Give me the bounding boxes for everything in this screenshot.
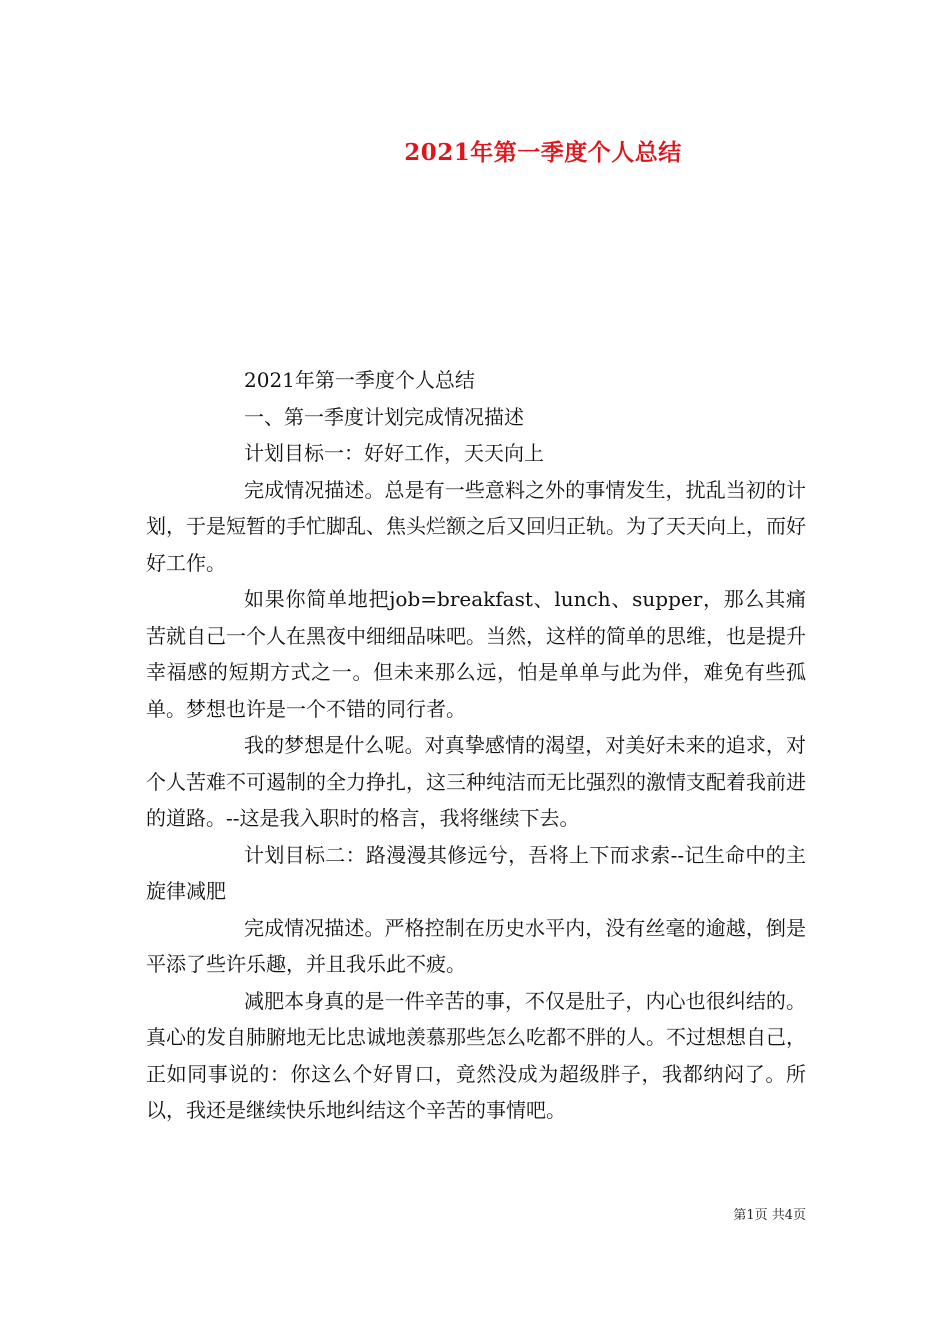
page-footer: 第1页 共4页 [733,1208,806,1223]
paragraph: 我的梦想是什么呢。对真挚感情的渴望，对美好未来的追求，对个人苦难不可遏制的全力挣扎，这三种纯洁而无比强烈的激情支配着我前进的道路。--这是我入职时的格言，我将继续下去。 [146,733,806,830]
document-body [146,362,806,1129]
paragraph: 完成情况描述。严格控制在历史水平内，没有丝毫的逾越，倒是平添了些许乐趣，并且我乐此不疲。 [146,915,806,976]
paragraph: 减肥本身真的是一件辛苦的事，不仅是肚子，内心也很纠结的。真心的发自肺腑地无比忠诚地羡慕那些怎么吃都不胖的人。不过想想自己，正如同事说的：你这么个好胃口，竟然没成为超级胖子，我都纳闷了。所以，我还是继续快乐地纠结这个辛苦的事情吧。 [146,988,806,1122]
document-title: 2021年第一季度个人总结 [404,139,682,166]
paragraph: 计划目标一：好好工作，天天向上 [244,441,544,465]
paragraph: 一、第一季度计划完成情况描述 [244,404,524,429]
paragraph: 计划目标二：路漫漫其修远兮，吾将上下而求索--记生命中的主旋律减肥 [146,842,806,903]
paragraph: 如果你简单地把job=breakfast、lunch、supper，那么其痛苦就自己一个人在黑夜中细细品味吧。当然，这样的简单的思维，也是提升幸福感的短期方式之一。但未来那么远，怕是单单与此为伴，难免有些孤单。梦想也许是一个不错的同行者。 [146,587,806,721]
paragraph: 完成情况描述。总是有一些意料之外的事情发生，扰乱当初的计划，于是短暂的手忙脚乱、焦头烂额之后又回归正轨。为了天天向上，而好好工作。 [146,477,806,575]
paragraph: 2021年第一季度个人总结 [244,368,475,392]
